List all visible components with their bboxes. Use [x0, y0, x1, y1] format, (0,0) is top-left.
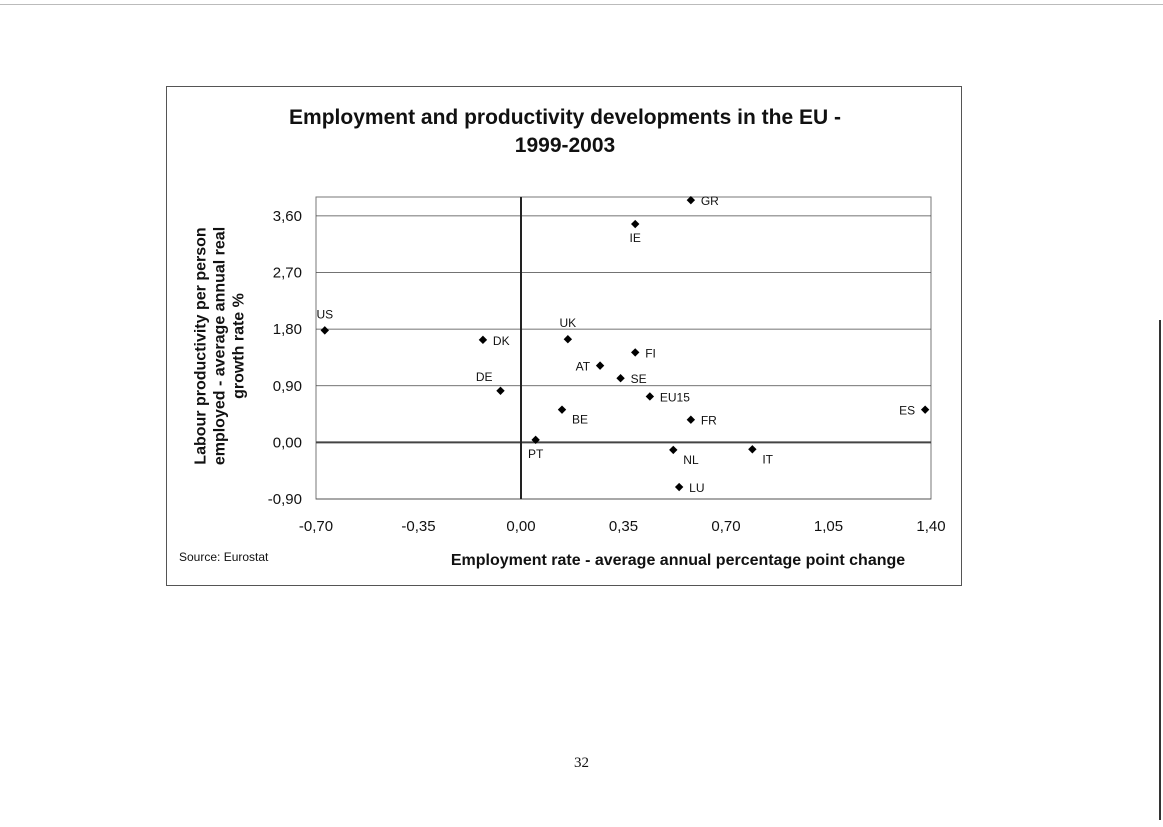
data-label-ie: IE	[629, 231, 641, 246]
data-point-it	[748, 445, 756, 453]
data-point-uk	[564, 335, 572, 343]
page-number: 32	[574, 755, 589, 771]
data-label-dk: DK	[492, 333, 510, 348]
data-label-be: BE	[572, 412, 589, 427]
data-label-at: AT	[575, 359, 591, 374]
data-point-be	[558, 405, 566, 413]
y-axis-label-text: Labour productivity per person employed - average annual real growth rate %	[192, 226, 248, 466]
data-label-nl: NL	[683, 452, 699, 467]
data-point-eu15	[646, 392, 654, 400]
y-tick-label: 0,90	[272, 377, 302, 395]
y-tick-label: -0,90	[267, 491, 302, 508]
data-point-lu	[675, 483, 683, 491]
data-label-it: IT	[762, 452, 774, 467]
data-point-at	[596, 361, 604, 369]
plot-area-border	[316, 197, 931, 499]
data-label-uk: UK	[559, 316, 577, 331]
data-label-us: US	[316, 307, 334, 322]
x-tick-label: 0,35	[608, 518, 639, 535]
x-tick-label: 0,70	[711, 518, 741, 535]
data-point-de	[496, 387, 504, 395]
y-tick-label: 2,70	[272, 264, 302, 282]
data-label-es: ES	[899, 403, 916, 418]
data-label-fi: FI	[645, 346, 656, 361]
data-label-fr: FR	[700, 413, 717, 428]
x-tick-label: 0,00	[506, 518, 536, 535]
x-tick-label: 1,40	[916, 518, 946, 535]
data-point-es	[921, 405, 929, 413]
data-point-fr	[687, 416, 695, 424]
x-tick-label: 1,05	[813, 518, 844, 535]
data-point-fi	[631, 348, 639, 356]
chart-title-line-1: Employment and productivity developments in the EU -	[289, 106, 841, 129]
x-axis-label: Employment rate - average annual percentage point change	[450, 552, 906, 569]
data-label-lu: LU	[689, 481, 705, 496]
data-label-se: SE	[630, 372, 647, 387]
data-label-gr: GR	[700, 194, 719, 209]
data-point-ie	[631, 220, 639, 228]
data-point-dk	[479, 336, 487, 344]
y-tick-label: 0,00	[272, 434, 302, 452]
data-point-nl	[669, 446, 677, 454]
data-label-de: DE	[475, 369, 493, 384]
data-point-se	[616, 374, 624, 382]
source-note: Source: Eurostat	[179, 550, 269, 564]
data-point-us	[321, 326, 329, 334]
x-tick-label: -0,35	[401, 518, 436, 535]
y-tick-label: 1,80	[272, 321, 302, 339]
chart-title-line-2: 1999-2003	[514, 134, 616, 157]
data-label-pt: PT	[527, 446, 544, 461]
data-label-eu15: EU15	[659, 390, 690, 405]
y-tick-label: 3,60	[272, 207, 302, 225]
x-tick-label: -0,70	[298, 518, 334, 535]
